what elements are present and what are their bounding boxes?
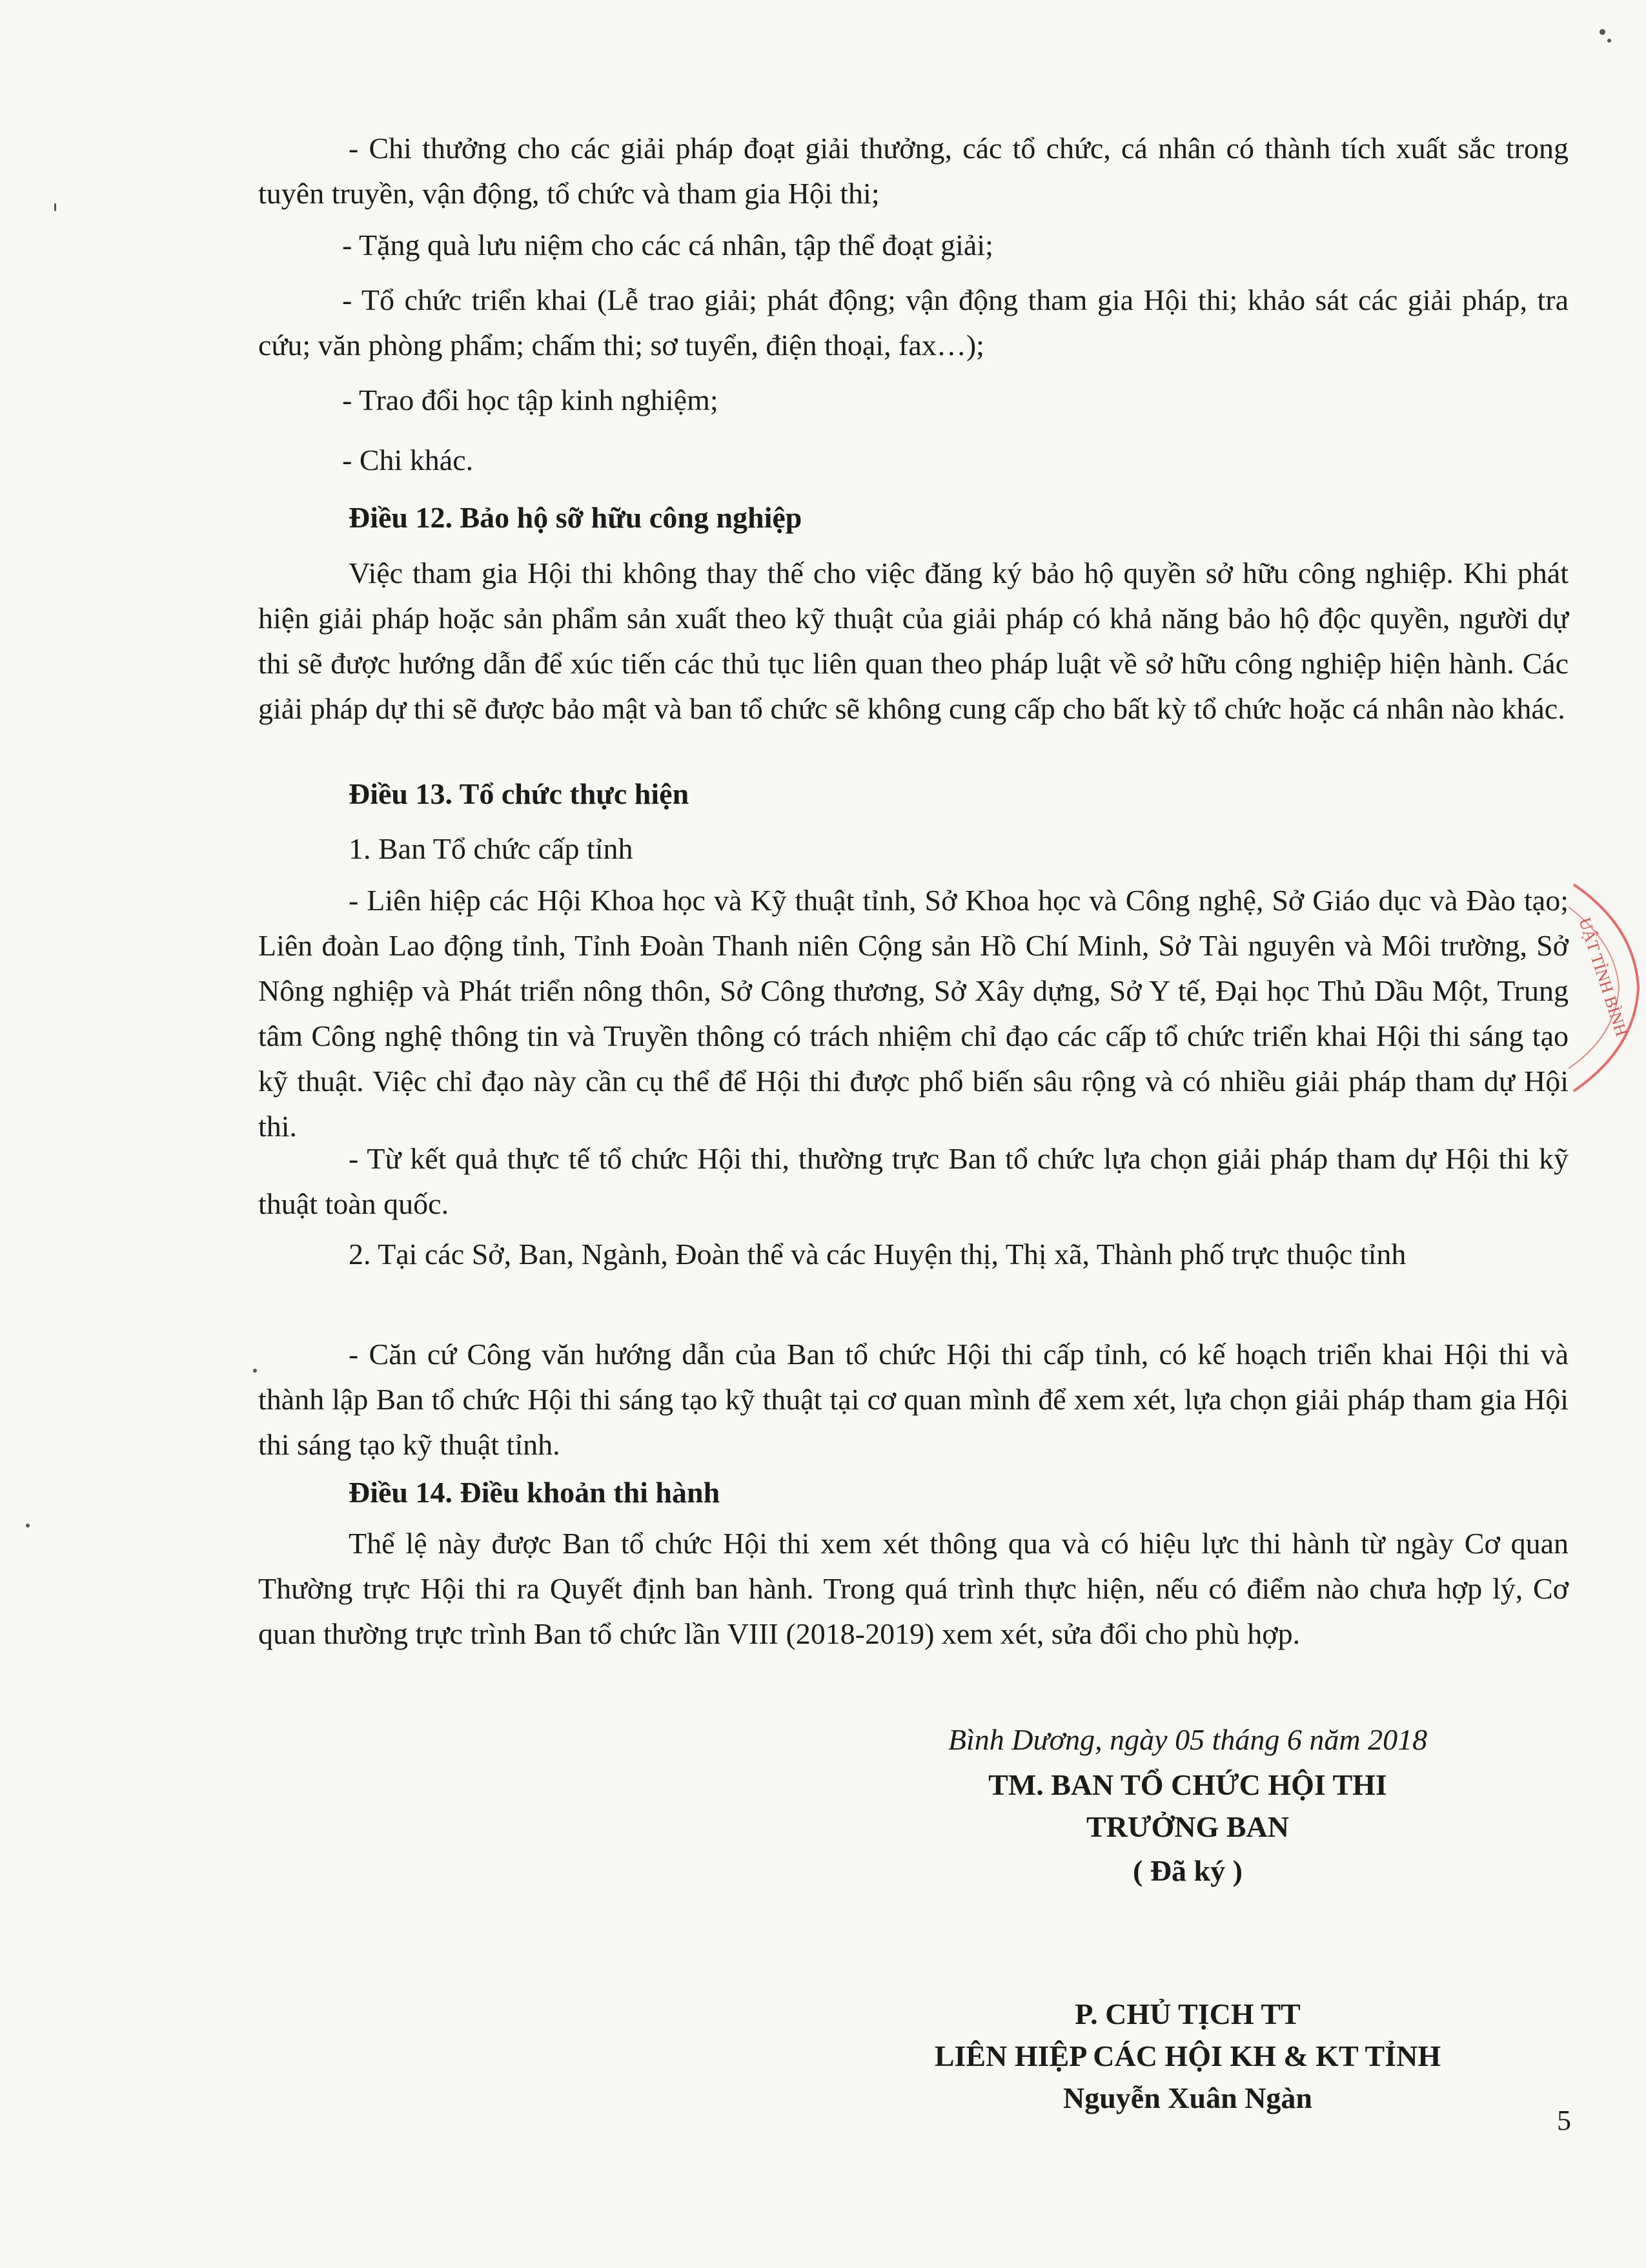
- paragraph-provincial-agencies: - Liên hiệp các Hội Khoa học và Kỹ thuật tỉnh, Sở Khoa học và Công nghệ, Sở Giáo dục và Đào tạo; Liên đoàn Lao động tỉnh, Tỉnh Đoàn Thanh niên Cộng sản Hồ Chí Minh, Sở Tài nguyên và Môi trường, Sở Nông nghiệp và Phát triển nông thôn, Sở Công thương, Sở Xây dựng, Sở Y tế, Đại học Thủ Dầu Một, Trung tâm Công nghệ thông tin và Truyền thông có trách nhiệm chỉ đạo các cấp tổ chức triển khai Hội thi sáng tạo kỹ thuật. Việc chỉ đạo này cần cụ thể để Hội thi được phổ biến sâu rộng và có nhiều giải pháp tham dự Hội thi.: [258, 884, 1569, 1143]
- stamp-text: UẬT TỈNH BÌNH: [1575, 915, 1631, 1039]
- subheading-departments-districts: 2. Tại các Sở, Ban, Ngành, Đoàn thể và các Huyện thị, Thị xã, Thành phố trực thuộc tỉnh: [349, 1238, 1407, 1271]
- paragraph-prize-spending: - Chi thưởng cho các giải pháp đoạt giải thưởng, các tổ chức, cá nhân có thành tích xuất sắc trong tuyên truyền, vận động, tổ chức và tham gia Hội thi;: [258, 132, 1569, 210]
- paragraph-district-implementation: - Căn cứ Công văn hướng dẫn của Ban tổ chức Hội thi cấp tỉnh, có kế hoạch triển khai Hội thi và thành lập Ban tổ chức Hội thi sáng tạo kỹ thuật tại cơ quan mình để xem xét, lựa chọn giải pháp tham gia Hội thi sáng tạo kỹ thuật tỉnh.: [258, 1338, 1569, 1461]
- scan-speck: [26, 1524, 30, 1527]
- paragraph-national-selection: - Từ kết quả thực tế tổ chức Hội thi, thường trực Ban tổ chức lựa chọn giải pháp tham dự Hội thi kỹ thuật toàn quốc.: [258, 1142, 1569, 1220]
- signature-title-line: P. CHỦ TỊCH TT: [1075, 1997, 1301, 2030]
- scan-speck: [54, 203, 56, 211]
- signature-signed-note: ( Đã ký ): [1133, 1854, 1243, 1887]
- paragraph-souvenir-gifts: - Tặng quà lưu niệm cho các cá nhân, tập thể đoạt giải;: [342, 229, 993, 261]
- signature-org-line: TM. BAN TỔ CHỨC HỘI THI: [988, 1768, 1387, 1801]
- red-seal-stamp: [1561, 881, 1645, 1094]
- signature-union-line: LIÊN HIỆP CÁC HỘI KH & KT TỈNH: [934, 2039, 1441, 2072]
- heading-article-13: Điều 13. Tổ chức thực hiện: [349, 777, 689, 810]
- signature-date-line: Bình Dương, ngày 05 tháng 6 năm 2018: [948, 1723, 1428, 1756]
- heading-article-12: Điều 12. Bảo hộ sỡ hữu công nghiệp: [349, 501, 802, 534]
- paragraph-article-14-body: Thể lệ này được Ban tổ chức Hội thi xem xét thông qua và có hiệu lực thi hành từ ngày Cơ quan Thường trực Hội thi ra Quyết định ban hành. Trong quá trình thực hiện, nếu có điểm nào chưa hợp lý, Cơ quan thường trực trình Ban tổ chức lần VIII (2018-2019) xem xét, sửa đổi cho phù hợp.: [258, 1527, 1569, 1650]
- paragraph-article-12-body: Việc tham gia Hội thi không thay thế cho việc đăng ký bảo hộ quyền sở hữu công nghiệp. Khi phát hiện giải pháp hoặc sản phẩm sản xuất theo kỹ thuật của giải pháp có khả năng bảo hộ độc quyền, người dự thi sẽ được hướng dẫn để xúc tiến các thủ tục liên quan theo pháp luật về sở hữu công nghiệp hiện hành. Các giải pháp dự thi sẽ được bảo mật và ban tổ chức sẽ không cung cấp cho bất kỳ tổ chức hoặc cá nhân nào khác.: [258, 557, 1569, 725]
- signature-name-line: Nguyễn Xuân Ngàn: [1063, 2081, 1312, 2114]
- signature-role-line: TRƯỞNG BAN: [1086, 1810, 1289, 1843]
- subheading-provincial-committee: 1. Ban Tổ chức cấp tỉnh: [349, 832, 633, 865]
- page-number: 5: [1557, 2105, 1571, 2136]
- paragraph-experience-exchange: - Trao đổi học tập kinh nghiệm;: [342, 383, 718, 416]
- paragraph-other-spending: - Chi khác.: [342, 444, 474, 476]
- scan-speck: [1607, 39, 1611, 43]
- scan-speck: [253, 1369, 257, 1373]
- heading-article-14: Điều 14. Điều khoản thi hành: [349, 1476, 720, 1509]
- paragraph-organize-deployment: - Tổ chức triển khai (Lễ trao giải; phát động; vận động tham gia Hội thi; khảo sát các giải pháp, tra cứu; văn phòng phẩm; chấm thi; sơ tuyển, điện thoại, fax…);: [258, 283, 1569, 362]
- scan-speck: [1600, 29, 1605, 35]
